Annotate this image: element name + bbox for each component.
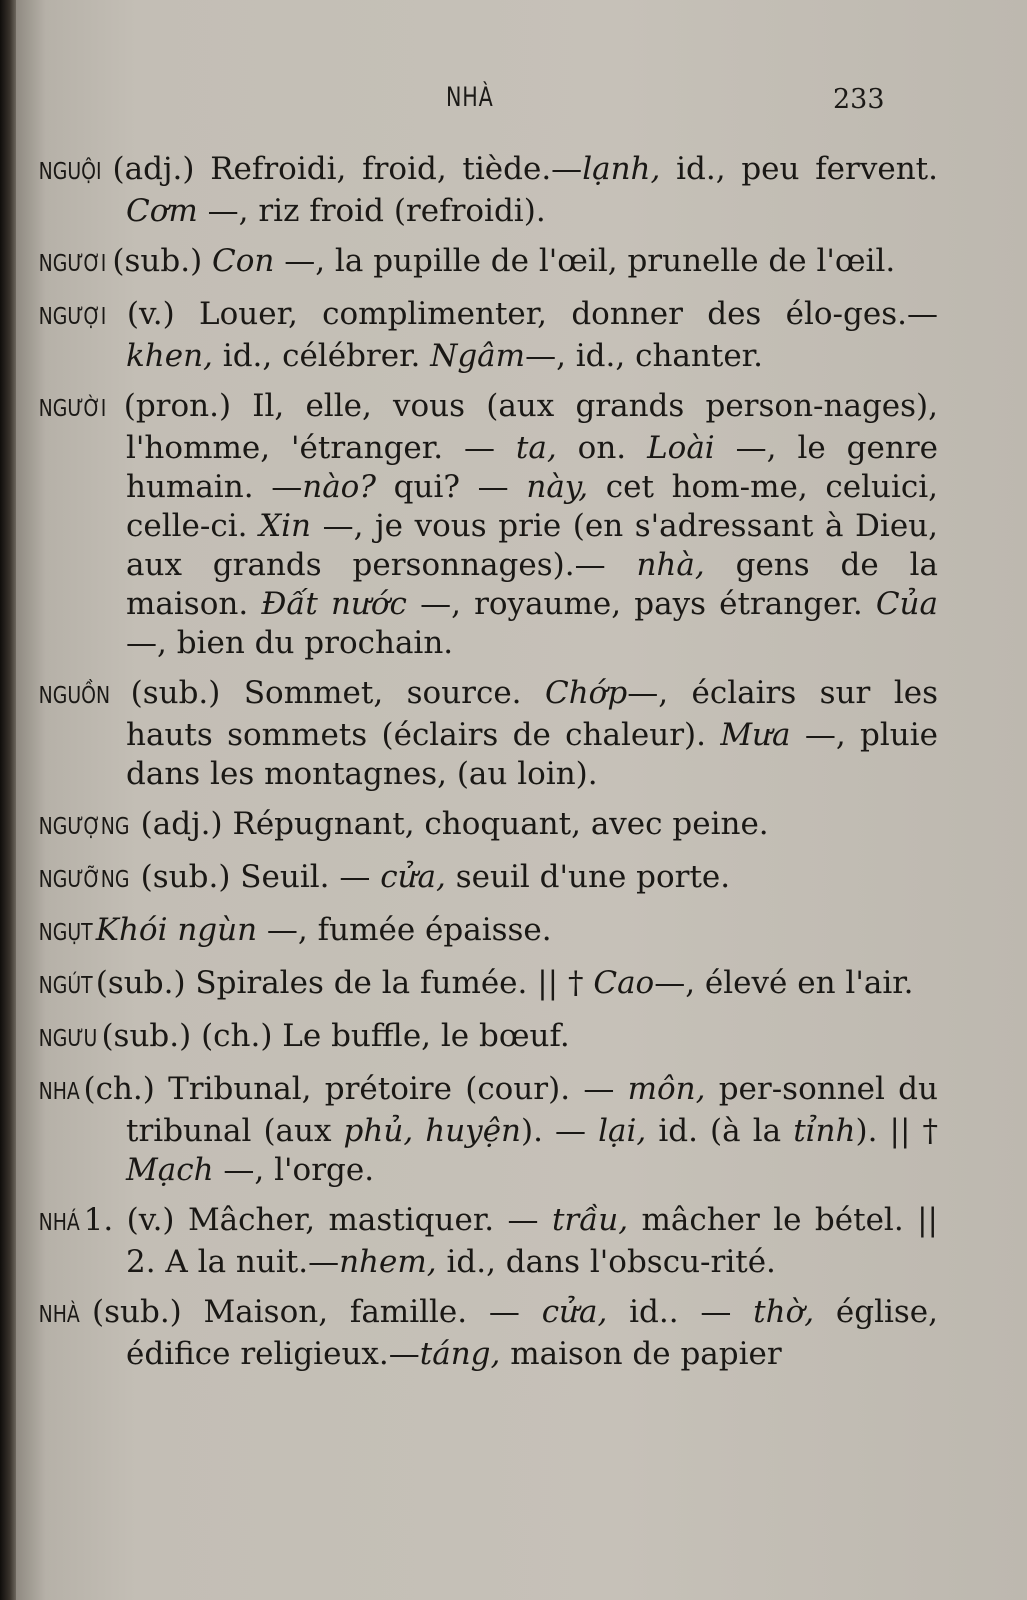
entry-vietnamese-term: nhem, — [339, 1244, 437, 1280]
entry-headword: NGỤT — [38, 920, 93, 946]
entry-vietnamese-term: táng, — [419, 1336, 501, 1372]
entry-definition-text: id. (à la — [646, 1113, 794, 1149]
entry-definition-text: on. — [556, 430, 648, 466]
entry-vietnamese-term: môn, — [627, 1071, 706, 1107]
entry-vietnamese-term: Mưa — [720, 717, 791, 753]
entry-headword: NGUỘI — [38, 159, 102, 185]
dictionary-entry — [38, 242, 938, 284]
entry-definition-text: —, éclairs sur les hauts sommets (éclairs de chaleur). — [126, 675, 938, 753]
entry-definition-text: ). — — [521, 1113, 599, 1149]
entry-definition-text: (sub.) (ch.) Le buffle, le bœuf. — [91, 1018, 570, 1054]
entry-definition-text: ). || † — [855, 1113, 938, 1149]
entry-definition-text: (pron.) Il, elle, vous (aux grands person-nages), l'homme, 'étranger. — — [102, 388, 938, 466]
entry-definition-text: (ch.) Tribunal, prétoire (cour). — — [70, 1071, 628, 1107]
entry-definition-text: 1. (v.) Mâcher, mastiquer. — — [70, 1202, 552, 1238]
dictionary-entry — [38, 1293, 939, 1374]
entry-definition-text: (sub.) Seuil. — — [130, 859, 381, 895]
entry-headword: NHÀ — [38, 1302, 80, 1328]
entry-vietnamese-term: trầu, — [551, 1202, 629, 1238]
dictionary-entry — [38, 964, 938, 1006]
entry-definition-text: id.. — — [607, 1294, 754, 1330]
entry-definition-text: seuil d'une porte. — [445, 859, 731, 895]
entry-headword: NGƯỢNG — [38, 814, 130, 840]
entry-vietnamese-term: Loài — [647, 430, 715, 466]
entry-headword: NGƯU — [38, 1026, 98, 1052]
entry-definition-text: qui? — — [375, 469, 527, 505]
dictionary-entry — [38, 295, 938, 376]
entry-vietnamese-term: nhà, — [636, 547, 705, 583]
entry-definition-text: —, l'orge. — [213, 1152, 375, 1188]
entry-vietnamese-term: lại, — [598, 1113, 647, 1149]
entry-vietnamese-term: Con — [212, 243, 275, 279]
entry-definition-text: —, la pupille de l'œil, prunelle de l'œil. — [274, 243, 896, 279]
entry-definition-text: (sub.) Sommet, source. — [107, 675, 545, 711]
entry-vietnamese-term: Ngâm — [430, 338, 526, 374]
entry-definition-text: (adj.) Répugnant, choquant, avec peine. — [130, 806, 769, 842]
entry-definition-text: id., célébrer. — [212, 338, 431, 374]
dictionary-entry — [38, 150, 938, 231]
entry-definition-text: —, je vous prie (en s'adressant à Dieu, aux grands personnages).— — [126, 508, 938, 583]
book-spine-shadow — [0, 0, 16, 1600]
entry-definition-text: id., peu fervent. — [660, 151, 938, 187]
entry-definition-text: (v.) Louer, complimenter, donner des élo-ges.— — [102, 296, 938, 332]
entry-vietnamese-term: khen, — [126, 338, 213, 374]
entry-definition-text: —, royaume, pays étranger. — [406, 586, 876, 622]
entry-vietnamese-term: nào? — [302, 469, 376, 505]
entry-definition-text: id., dans l'obscu-rité. — [436, 1244, 776, 1280]
entry-definition-text: —, pluie dans les montagnes, (au loin). — [126, 717, 938, 792]
entry-headword: NGUỒN — [38, 683, 111, 709]
entry-vietnamese-term: ta, — [515, 430, 557, 466]
dictionary-entry — [38, 805, 938, 847]
entry-vietnamese-term: Của — [875, 586, 938, 622]
entry-vietnamese-term: Chớp — [544, 675, 628, 711]
entry-vietnamese-term: tỉnh — [793, 1113, 856, 1149]
entry-vietnamese-term: Cơm — [126, 193, 198, 229]
entry-definition-text: —, riz froid (refroidi). — [197, 193, 546, 229]
entry-vietnamese-term: này, — [526, 469, 589, 505]
running-header — [16, 82, 1027, 122]
dictionary-entries — [38, 150, 939, 1385]
entry-headword: NGƯỜI — [38, 396, 107, 422]
dictionary-entry — [38, 1201, 938, 1282]
entry-definition-text: cet hom-me, celuici, celle-ci. — [126, 469, 938, 544]
entry-definition-text: —, le genre humain. — — [126, 430, 938, 505]
entry-headword: NGƯỢI — [38, 304, 107, 330]
entry-headword: NHA — [38, 1079, 80, 1105]
entry-vietnamese-term: Xin — [259, 508, 312, 544]
entry-definition-text: —, fumée épaisse. — [257, 912, 552, 948]
dictionary-entry — [38, 1017, 938, 1059]
entry-vietnamese-term: phủ, huyện — [343, 1113, 522, 1149]
entry-definition-text: per-sonnel du tribunal (aux — [126, 1071, 938, 1149]
entry-definition-text: —, bien du prochain. — [126, 625, 454, 661]
dictionary-entry — [38, 387, 938, 663]
dictionary-page — [16, 0, 1027, 1600]
entry-vietnamese-term: Khói ngùn — [95, 912, 258, 948]
page-number: 233 — [833, 84, 885, 115]
entry-vietnamese-term: Mạch — [126, 1152, 214, 1188]
entry-vietnamese-term: cửa, — [380, 859, 446, 895]
entry-vietnamese-term: lạnh, — [582, 151, 661, 187]
entry-definition-text: (sub.) — [102, 243, 213, 279]
entry-vietnamese-term: Đất nước — [261, 586, 407, 622]
entry-definition-text: (sub.) Spirales de la fumée. || † — [85, 965, 594, 1001]
entry-definition-text: (sub.) Maison, famille. — — [70, 1294, 542, 1330]
entry-vietnamese-term: cửa, — [541, 1294, 608, 1330]
entry-definition-text: (adj.) Refroidi, froid, tiède.— — [96, 151, 583, 187]
dictionary-entry — [38, 858, 938, 900]
entry-headword: NGÚT — [38, 973, 93, 999]
entry-definition-text: —, élevé en l'air. — [654, 965, 914, 1001]
entry-vietnamese-term: thờ, — [753, 1294, 815, 1330]
running-head-title: NHÀ — [446, 82, 494, 113]
entry-headword: NHÁ — [38, 1210, 80, 1236]
dictionary-entry — [38, 674, 938, 794]
entry-headword: NGƯỠNG — [38, 867, 130, 893]
entry-definition-text: mâcher le bétel. || 2. A la nuit.— — [126, 1202, 938, 1280]
entry-vietnamese-term: Cao — [593, 965, 655, 1001]
entry-headword: NGƯƠI — [38, 251, 107, 277]
dictionary-entry — [38, 1070, 938, 1190]
entry-definition-text: maison de papier — [500, 1336, 782, 1372]
entry-definition-text: —, id., chanter. — [525, 338, 763, 374]
entry-definition-text: église, édifice religieux.— — [126, 1294, 939, 1372]
dictionary-entry — [38, 911, 938, 953]
entry-definition-text: gens de la maison. — [126, 547, 938, 622]
